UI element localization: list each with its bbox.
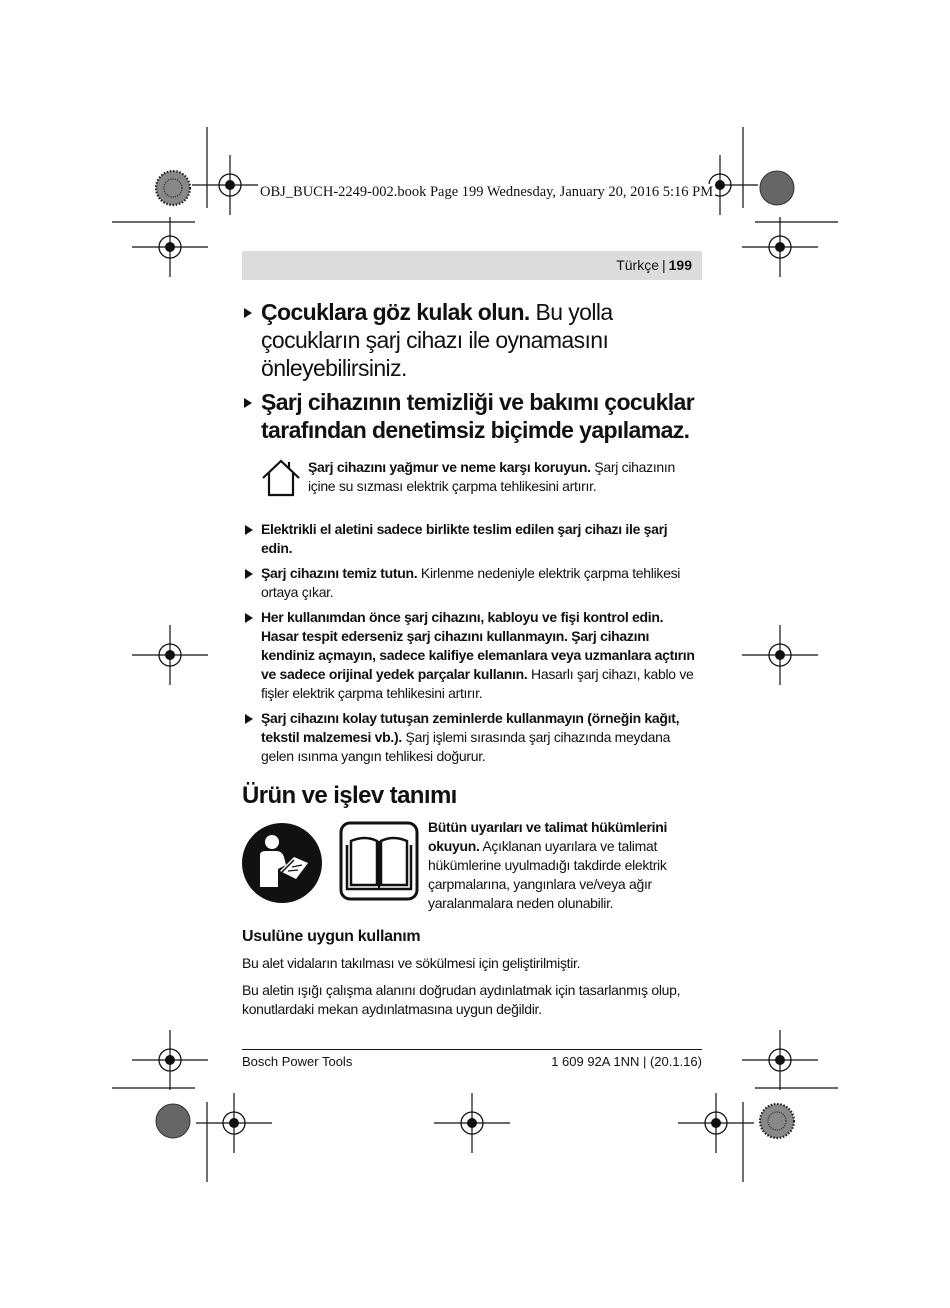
intended-use-paragraph-1: Bu alet vidaların takılması ve sökülmesi için geliştirilmiştir. [242, 955, 581, 971]
section-title: Ürün ve işlev tanımı [242, 782, 457, 809]
bullet-arrow-icon [245, 569, 253, 579]
manual-book-icon [339, 821, 419, 901]
list-item [242, 709, 702, 766]
read-instructions-text [428, 818, 704, 913]
read-instructions-notice [242, 818, 702, 914]
bullet-arrow-icon [244, 308, 252, 318]
list-item-bold: Şarj cihazını kolay tutuşan zeminlerde kullanmayın (örneğin kağıt, tekstil malzemesi vb.). [261, 710, 680, 745]
bullet-arrow-icon [245, 613, 253, 623]
bullet-arrow-icon [244, 398, 252, 408]
list-item-text: Kirlenme nedeniyle elektrik çarpma tehlikesi ortaya çıkar. [261, 565, 681, 600]
footer-document-code: 1 609 92A 1NN | (20.1.16) [551, 1054, 702, 1069]
page-number: 199 [668, 257, 692, 273]
safety-item-bold: Şarj cihazının temizliği ve bakımı çocuklar tarafından denetimsiz biçimde yapılamaz. [261, 389, 695, 443]
file-info: OBJ_BUCH-2249-002.book Page 199 Wednesday, January 20, 2016 5:16 PM [260, 184, 714, 200]
page-content [242, 298, 702, 1019]
safety-list [242, 520, 702, 766]
read-manual-person-icon [242, 823, 322, 903]
read-notice-text: Açıklanan uyarılara ve talimat hükümlerine uyulmadığı takdirde elektrik çarpmalarına, yangınlara ve/veya ağır yaralanmalara neden olunabilir. [428, 838, 667, 911]
footer-divider [242, 1049, 702, 1050]
list-item-text: Hasarlı şarj cihazı, kablo ve fişler elektrik çarpma tehlikesini artırır. [261, 666, 694, 701]
page-header [242, 251, 702, 280]
footer-brand: Bosch Power Tools [242, 1054, 353, 1069]
list-item-bold: Her kullanımdan önce şarj cihazını, kabloyu ve fişi kontrol edin. Hasar tespit ederseniz şarj cihazını kullanmayın. Şarj cihazını kendiniz açmayın, sadece kalifiye elemanlara veya uzmanlara açtırın ve sadece orijinal yedek parçalar kullanın. [261, 609, 695, 682]
bullet-arrow-icon [245, 714, 253, 724]
indoor-use-warning-text [308, 458, 702, 496]
safety-item-text: Bu yolla çocukların şarj cihazı ile oynamasını önleyebilirsiniz. [261, 299, 613, 381]
header-separator: | [662, 257, 666, 273]
warning-text: Şarj cihazının içine su sızması elektrik çarpma tehlikesini artırır. [308, 459, 675, 494]
page-header-text [616, 257, 692, 273]
header-language: Türkçe [616, 257, 659, 273]
list-item [242, 608, 702, 703]
warning-bold: Şarj cihazını yağmur ve neme karşı koruyun. [308, 459, 591, 475]
list-item-bold: Şarj cihazını temiz tutun. [261, 565, 418, 581]
safety-item-bold: Çocuklara göz kulak olun. [261, 299, 530, 325]
bullet-arrow-icon [245, 525, 253, 535]
safety-item-large [242, 298, 702, 382]
indoor-use-warning [242, 458, 702, 506]
intended-use-paragraph-2: Bu aletin ışığı çalışma alanını doğrudan aydınlatmak için tasarlanmış olup, konutlardaki mekan aydınlatmasına uygun değildir. [242, 982, 681, 1017]
list-item-bold: Elektrikli el aletini sadece birlikte teslim edilen şarj cihazı ile şarj edin. [261, 521, 668, 556]
house-icon [261, 458, 301, 498]
list-item [242, 520, 702, 558]
list-item [242, 564, 702, 602]
intended-use-heading: Usulüne uygun kullanım [242, 928, 421, 945]
safety-item-large [242, 388, 702, 444]
read-notice-bold: Bütün uyarıları ve talimat hükümlerini okuyun. [428, 819, 668, 854]
list-item-text: Şarj işlemi sırasında şarj cihazında meydana gelen ısınma yangın tehlikesi doğurur. [261, 729, 671, 764]
